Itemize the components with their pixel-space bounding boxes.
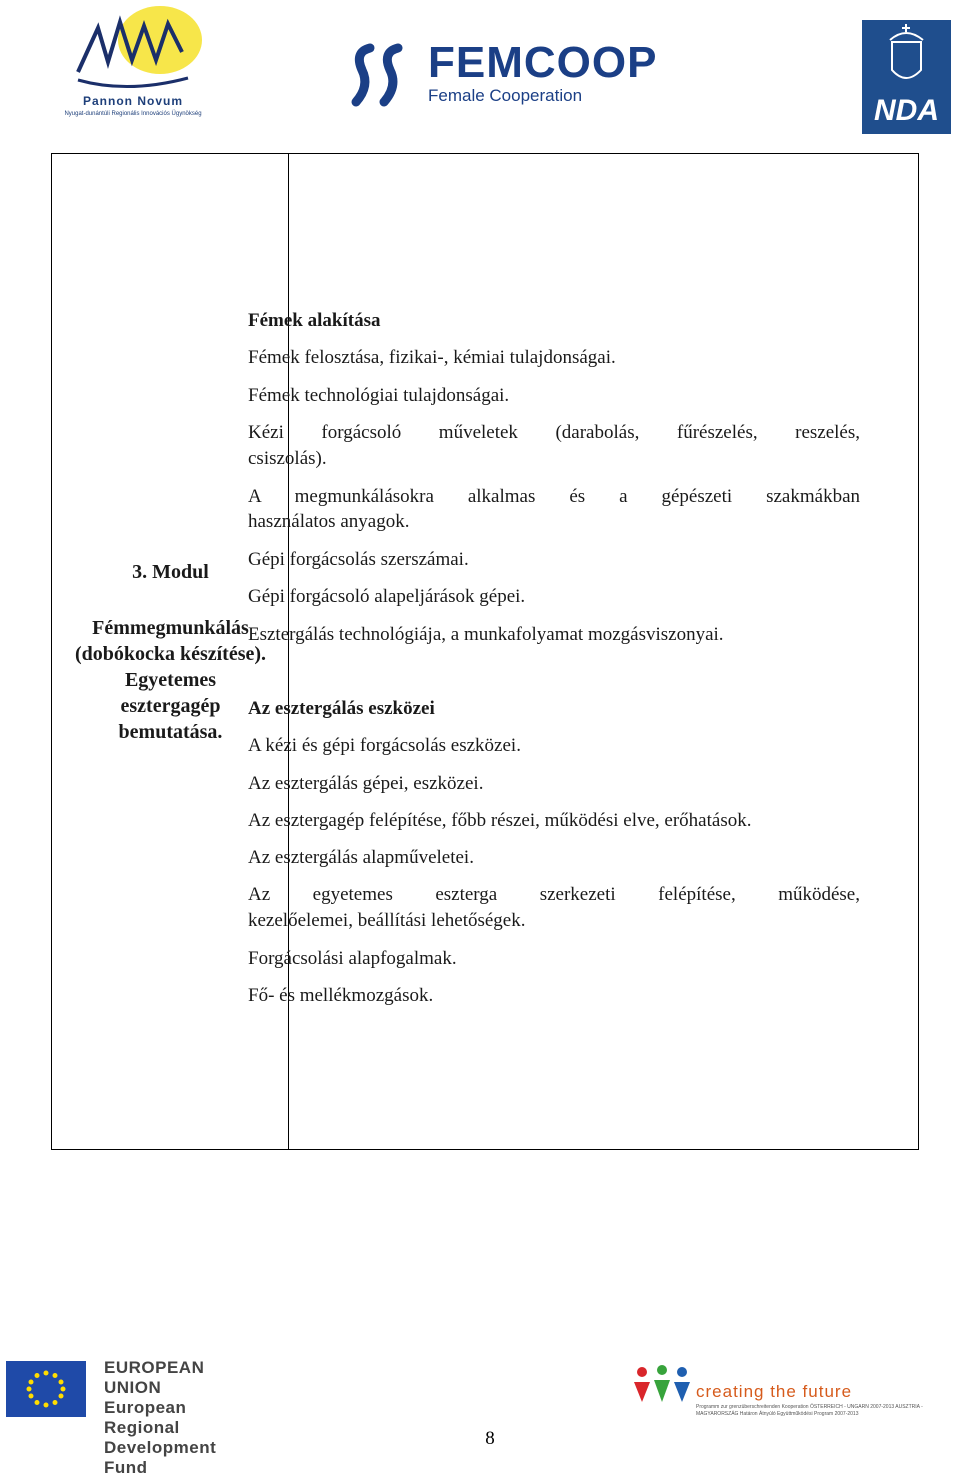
- content-line: Az esztergálás gépei, eszközei.: [248, 773, 484, 794]
- eu-text: [104, 1358, 260, 1478]
- module-description-line: Egyetemes: [124, 669, 217, 691]
- program-small-text: Programm zur grenzüberschreitenden Kooperation ÖSTERREICH - UNGARN 2007-2013 AUSZTRIA - MAGYARORSZÁG Határon Átnyúló Együttműködési Program 2007-2013: [696, 1404, 923, 1417]
- content-line: A megmunkálásokra alkalmas és a gépészeti szakmákban: [248, 486, 860, 507]
- femcoop-subtitle: Female Cooperation: [428, 86, 583, 105]
- content-line: Az egyetemes eszterga szerkezeti felépítése, működése,: [248, 884, 860, 905]
- eu-flag-icon: [6, 1361, 86, 1417]
- content-line: Fémek technológiai tulajdonságai.: [248, 385, 510, 406]
- content-line: Gépi forgácsoló alapeljárások gépei.: [248, 586, 526, 607]
- nda-logo: [862, 20, 951, 134]
- nda-text: NDA: [874, 94, 939, 127]
- content-line: A kézi és gépi forgácsolás eszközei.: [248, 735, 521, 756]
- content-line: Az esztergálás alapműveletei.: [248, 847, 474, 868]
- content-line: használatos anyagok.: [248, 511, 410, 532]
- page-number: 8: [485, 1428, 495, 1449]
- module-description-line: bemutatása.: [118, 721, 223, 743]
- module-description-line: (dobókocka készítése).: [74, 643, 267, 665]
- creating-the-future-text: creating the future: [696, 1382, 853, 1401]
- hungarian-coat-of-arms-icon: [862, 20, 951, 90]
- femcoop-emblem-icon: [348, 30, 428, 114]
- femcoop-logo: [348, 30, 658, 114]
- lightbulb-icon: [58, 2, 208, 94]
- eu-line: EUROPEAN UNION: [104, 1358, 205, 1397]
- creating-the-future-logo: [630, 1362, 956, 1424]
- content-line: Gépi forgácsolás szerszámai.: [248, 549, 469, 570]
- module-title: 3. Modul: [132, 561, 209, 583]
- content-line: Kézi forgácsoló műveletek (darabolás, fűrészelés, reszelés,: [248, 422, 860, 443]
- pannon-novum-name: Pannon Novum: [82, 94, 183, 108]
- eu-line: Development Fund: [104, 1438, 217, 1477]
- module-description-line: esztergagép: [120, 695, 221, 717]
- pannon-novum-logo: [58, 2, 208, 128]
- content-line: Fémek felosztása, fizikai-, kémiai tulajdonságai.: [248, 347, 616, 368]
- eu-line: European Regional: [104, 1398, 187, 1437]
- femcoop-title: FEMCOOP: [428, 38, 658, 87]
- section-heading-esztergalas-eszkozei: Az esztergálás eszközei: [248, 698, 435, 719]
- module-description-line: Fémmegmunkálás: [92, 617, 249, 639]
- content-line: Forgácsolási alapfogalmak.: [248, 948, 457, 969]
- content-line: Esztergálás technológiája, a munkafolyamat mozgásviszonyai.: [248, 624, 724, 645]
- section-heading-fem-alakitas: Fémek alakítása: [248, 310, 381, 331]
- content-line: csiszolás).: [248, 448, 327, 469]
- content-line: kezelőelemei, beállítási lehetőségek.: [248, 910, 526, 931]
- pannon-novum-subtitle: Nyugat-dunántúli Regionális Innovációs Ügynökség: [64, 111, 202, 117]
- eu-erdf-logo: [0, 1356, 260, 1477]
- content-line: Fő- és mellékmozgások.: [248, 985, 434, 1006]
- content-line: Az esztergagép felépítése, főbb részei, működési elve, erőhatások.: [248, 810, 752, 831]
- people-figures-icon: [630, 1362, 694, 1406]
